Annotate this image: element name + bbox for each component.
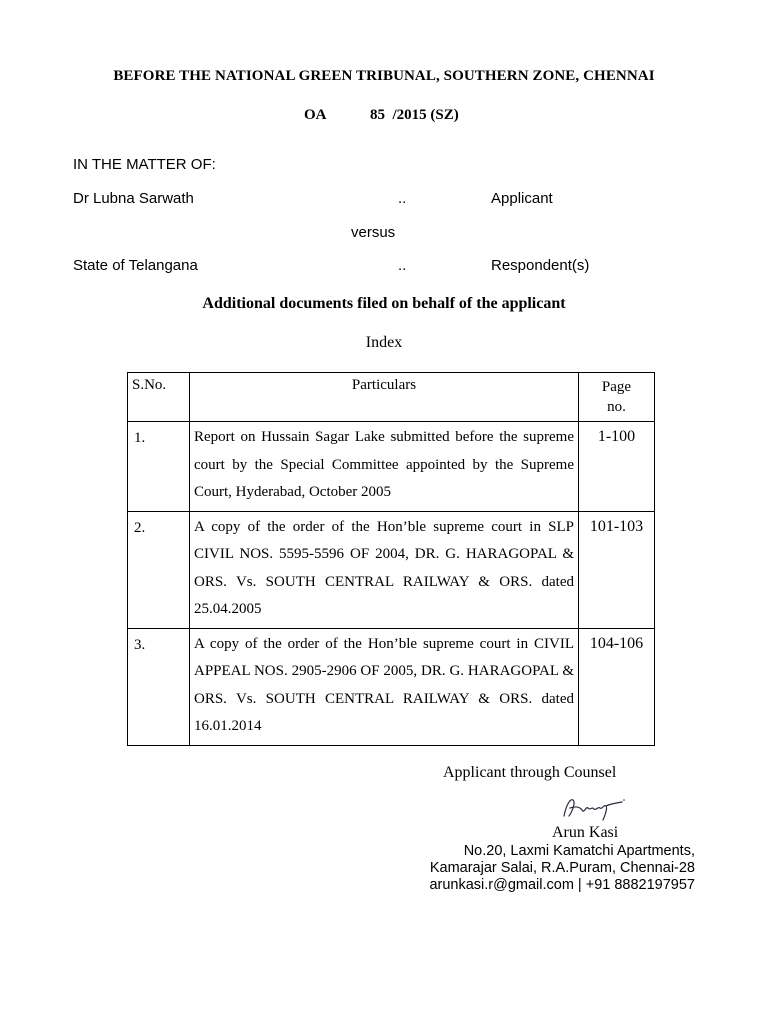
table-row — [128, 511, 655, 628]
versus-text: versus — [351, 224, 396, 241]
row-sno: 3. — [128, 628, 190, 745]
respondent-name: State of Telangana — [73, 257, 198, 274]
oa-number: 85 /2015 (SZ) — [370, 107, 459, 123]
contact-line: arunkasi.r@gmail.com | +91 8882197957 — [429, 877, 695, 893]
respondent-role: Respondent(s) — [491, 257, 590, 274]
index-table — [127, 372, 655, 746]
table-header-row — [128, 373, 655, 422]
table-row — [128, 628, 655, 745]
header-page-line1: Page — [601, 379, 632, 395]
tribunal-title: BEFORE THE NATIONAL GREEN TRIBUNAL, SOUTHERN ZONE, CHENNAI — [113, 68, 655, 84]
table-row — [128, 422, 655, 512]
row-sno: 2. — [128, 511, 190, 628]
signature-image — [560, 794, 630, 822]
document-heading: Additional documents filed on behalf of the applicant — [202, 295, 566, 312]
oa-label: OA — [304, 107, 327, 123]
counsel-name: Arun Kasi — [552, 824, 619, 841]
row-sno: 1. — [128, 422, 190, 512]
address-line-1: No.20, Laxmi Kamatchi Apartments, — [463, 843, 695, 859]
header-particulars: Particulars — [190, 373, 579, 422]
row-pages: 1-100 — [579, 422, 655, 512]
row-particulars: Report on Hussain Sagar Lake submitted before the supreme court by the Special Committee appointed by the Supreme Court, Hyderabad, October 2005 — [190, 422, 579, 512]
row-particulars: A copy of the order of the Hon’ble supreme court in SLP CIVIL NOS. 5595-5596 OF 2004, DR. G. HARAGOPAL & ORS. Vs. SOUTH CENTRAL RAILWAY & ORS. dated 25.04.2005 — [190, 511, 579, 628]
row-pages: 104-106 — [579, 628, 655, 745]
address-line-2: Kamarajar Salai, R.A.Puram, Chennai-28 — [429, 860, 695, 876]
applicant-name: Dr Lubna Sarwath — [73, 190, 194, 207]
row-particulars: A copy of the order of the Hon’ble supreme court in CIVIL APPEAL NOS. 2905-2906 OF 2005, DR. G. HARAGOPAL & ORS. Vs. SOUTH CENTRAL RAILWAY & ORS. dated 16.01.2014 — [190, 628, 579, 745]
header-sno: S.No. — [128, 373, 190, 422]
matter-label: IN THE MATTER OF: — [73, 156, 216, 173]
respondent-separator: .. — [398, 257, 407, 274]
row-pages: 101-103 — [579, 511, 655, 628]
applicant-role: Applicant — [491, 190, 553, 207]
counsel-line: Applicant through Counsel — [443, 764, 617, 781]
applicant-separator: .. — [398, 190, 407, 207]
header-page-line2: no. — [607, 399, 626, 415]
index-label: Index — [365, 334, 403, 351]
header-page-no — [579, 373, 655, 422]
